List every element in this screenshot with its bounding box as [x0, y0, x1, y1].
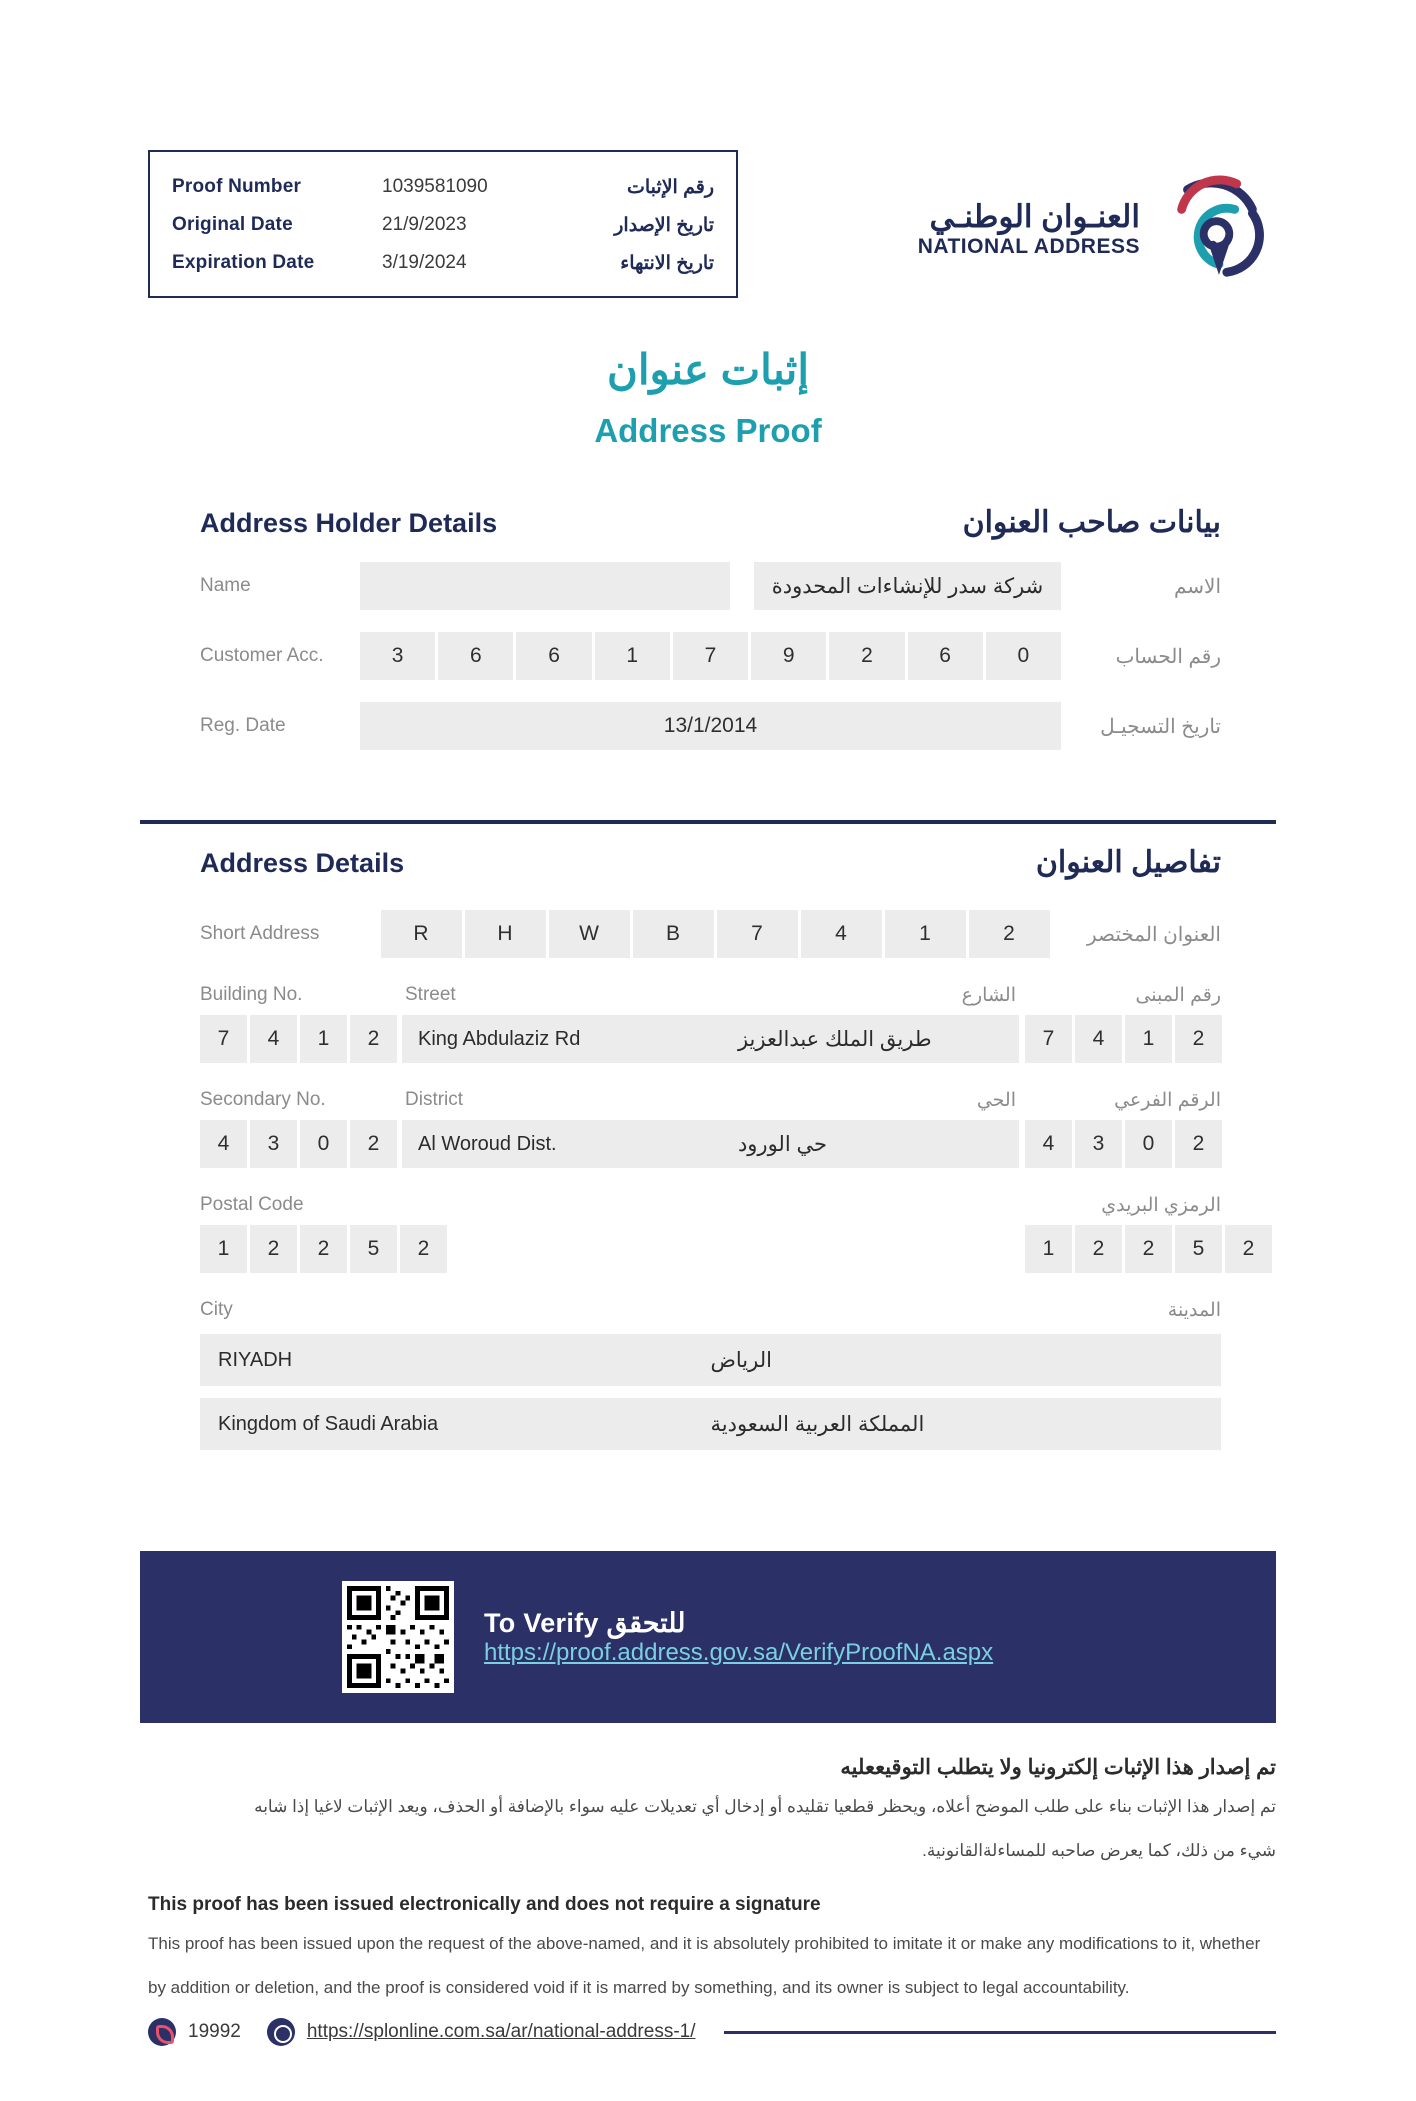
address-heading-ar: تفاصيل العنوان [1035, 846, 1221, 879]
digit-cell: 2 [1175, 1015, 1222, 1063]
digit-cell: 2 [829, 632, 904, 680]
digit-cell: 2 [1175, 1120, 1222, 1168]
phone-icon [148, 2018, 176, 2046]
digit-cell: 3 [250, 1120, 297, 1168]
reg-date-label-ar: تاريخ التسجيـل [1100, 715, 1221, 738]
building-no-digits-en [200, 1015, 396, 1063]
secondary-district-group [200, 1089, 1221, 1168]
address-details-section [200, 845, 1255, 1450]
short-address-row [200, 910, 1221, 958]
char-cell: B [633, 910, 714, 958]
postal-code-label-ar: الرمزي البريدي [1101, 1195, 1221, 1216]
legal-notes [148, 1755, 1276, 2005]
original-date-label: Original Date [172, 214, 293, 235]
city-label-ar: المدينة [1167, 1300, 1221, 1321]
name-label-ar: الاسم [1173, 575, 1221, 598]
section-divider [140, 820, 1276, 824]
postal-code-group [200, 1194, 1255, 1273]
street-value-en: King Abdulaziz Rd [402, 1015, 738, 1063]
short-address-cells [381, 910, 1041, 958]
street-label-en: Street [405, 984, 456, 1005]
city-value-en: RIYADH [200, 1334, 711, 1386]
digit-cell: 2 [400, 1225, 447, 1273]
page-title-en: Address Proof [594, 412, 822, 449]
char-cell: W [549, 910, 630, 958]
globe-icon [267, 2018, 295, 2046]
digit-cell: 6 [438, 632, 513, 680]
expiration-date-label: Expiration Date [172, 252, 315, 273]
country-value-ar: المملكة العربية السعودية [711, 1398, 1222, 1450]
holder-heading-ar: بيانات صاحب العنوان [962, 506, 1221, 539]
customer-acc-label-en: Customer Acc. [200, 645, 324, 666]
digit-cell: 3 [360, 632, 435, 680]
name-value-en [360, 562, 730, 610]
digit-cell: 2 [1225, 1225, 1272, 1273]
secondary-no-digits-en [200, 1120, 396, 1168]
digit-cell: 1 [200, 1225, 247, 1273]
note-body-en-line1: This proof has been issued upon the request of the above-named, and it is absolutely prohibited to imitate it or make any modifications to it, whether [148, 1934, 1261, 1953]
country-value-en: Kingdom of Saudi Arabia [200, 1398, 711, 1450]
verify-url-link[interactable]: https://proof.address.gov.sa/VerifyProofNA.aspx [484, 1638, 994, 1666]
verify-text-block [484, 1608, 993, 1667]
proof-number-label-ar: رقم الإثبات [627, 176, 714, 198]
note-title-en: This proof has been issued electronically and does not require a signature [148, 1894, 821, 1915]
digit-cell: 1 [1025, 1225, 1072, 1273]
short-address-label-ar: العنوان المختصر [1086, 923, 1221, 946]
address-section-heading [200, 845, 1221, 880]
digit-cell: 1 [595, 632, 670, 680]
digit-cell: 5 [1175, 1225, 1222, 1273]
district-label-en: District [405, 1089, 464, 1110]
digit-cell: 2 [1125, 1225, 1172, 1273]
proof-info-row [172, 168, 714, 206]
note-body-en-line2: by addition or deletion, and the proof is considered void if it is marred by something, and its owner is subject to legal accountability. [148, 1978, 1130, 1998]
digit-cell: 0 [300, 1120, 347, 1168]
footer-phone-number: 19992 [188, 2021, 241, 2042]
reg-date-value: 13/1/2014 [360, 702, 1061, 750]
document-title [0, 345, 1416, 450]
street-label-ar: الشارع [961, 985, 1016, 1006]
char-cell: 1 [885, 910, 966, 958]
secondary-no-label-en: Secondary No. [200, 1089, 326, 1110]
building-no-digits-ar [1025, 1015, 1221, 1063]
proof-info-row [172, 206, 714, 244]
customer-account-row [200, 632, 1221, 680]
city-label-en: City [200, 1299, 233, 1320]
registration-date-row [200, 702, 1221, 750]
district-value-ar: حي الورود [738, 1120, 1019, 1168]
proof-number-value: 1039581090 [382, 176, 488, 197]
digit-cell: 4 [1025, 1120, 1072, 1168]
digit-cell: 6 [516, 632, 591, 680]
digit-cell: 7 [1025, 1015, 1072, 1063]
digit-cell: 4 [250, 1015, 297, 1063]
digit-cell: 2 [300, 1225, 347, 1273]
digit-cell: 9 [751, 632, 826, 680]
digit-cell: 4 [1075, 1015, 1122, 1063]
postal-code-digits-ar [1025, 1225, 1255, 1273]
proof-info-box [148, 150, 738, 298]
digit-cell: 1 [1125, 1015, 1172, 1063]
verify-title: To Verify للتحقق [484, 1607, 686, 1638]
brand-text [918, 199, 1140, 259]
document-header [148, 150, 1276, 320]
building-no-label-ar: رقم المبنى [1135, 985, 1221, 1006]
brand-name-en: NATIONAL ADDRESS [917, 234, 1140, 258]
reg-date-label-en: Reg. Date [200, 715, 286, 736]
brand-name-ar: العنـوان الوطنـي [929, 199, 1140, 235]
name-value-ar: شركة سدر للإنشاءات المحدودة [754, 562, 1061, 610]
digit-cell: 5 [350, 1225, 397, 1273]
document-footer [148, 2018, 1276, 2046]
building-no-label-en: Building No. [200, 984, 303, 1005]
holder-section-heading [200, 505, 1221, 540]
page-title-ar: إثبات عنوان [607, 346, 809, 393]
address-heading-en: Address Details [200, 848, 405, 878]
address-holder-section [200, 505, 1221, 750]
char-cell: H [465, 910, 546, 958]
digit-cell: 2 [1075, 1225, 1122, 1273]
proof-info-row [172, 244, 714, 282]
secondary-no-label-ar: الرقم الفرعي [1114, 1090, 1221, 1111]
note-body-ar-line2: شيء من ذلك، كما يعرض صاحبه للمساءلةالقانونية. [922, 1841, 1276, 1860]
city-value-ar: الرياض [711, 1334, 1222, 1386]
digit-cell: 2 [350, 1120, 397, 1168]
name-field-row [200, 562, 1221, 610]
char-cell: R [381, 910, 462, 958]
customer-acc-label-ar: رقم الحساب [1115, 645, 1221, 668]
digit-cell: 0 [986, 632, 1061, 680]
postal-code-label-en: Postal Code [200, 1194, 304, 1215]
digit-cell: 3 [1075, 1120, 1122, 1168]
district-value-en: Al Woroud Dist. [402, 1120, 738, 1168]
national-address-pin-logo-icon [1158, 170, 1276, 288]
proof-number-label: Proof Number [172, 176, 302, 197]
brand-block [918, 170, 1276, 288]
holder-heading-en: Address Holder Details [200, 508, 498, 538]
short-address-label-en: Short Address [200, 923, 320, 944]
qr-code-icon [342, 1581, 454, 1693]
expiration-date-label-ar: تاريخ الانتهاء [620, 252, 714, 274]
char-cell: 7 [717, 910, 798, 958]
digit-cell: 1 [300, 1015, 347, 1063]
footer-url-link[interactable]: https://splonline.com.sa/ar/national-address-1/ [306, 2021, 696, 2042]
digit-cell: 0 [1125, 1120, 1172, 1168]
secondary-no-digits-ar [1025, 1120, 1221, 1168]
digit-cell: 7 [200, 1015, 247, 1063]
city-group [200, 1299, 1221, 1450]
digit-cell: 7 [673, 632, 748, 680]
building-street-group [200, 984, 1221, 1063]
footer-rule [724, 2031, 1277, 2034]
digit-cell: 2 [350, 1015, 397, 1063]
district-label-ar: الحي [976, 1090, 1016, 1111]
street-value-ar: طريق الملك عبدالعزيز [738, 1015, 1019, 1063]
expiration-date-value: 3/19/2024 [382, 252, 467, 273]
note-body-ar-line1: تم إصدار هذا الإثبات بناء على طلب الموضح أعلاه، ويحظر قطعيا تقليده أو إدخال أي تعديلات عليه سواء بالإضافة أو الحذف، ويعد الإثبات لاغيا إذا شابه [254, 1797, 1276, 1816]
digit-cell: 2 [250, 1225, 297, 1273]
original-date-label-ar: تاريخ الإصدار [614, 214, 714, 236]
original-date-value: 21/9/2023 [382, 214, 467, 235]
digit-cell: 4 [200, 1120, 247, 1168]
char-cell: 2 [969, 910, 1050, 958]
verify-banner [140, 1551, 1276, 1723]
name-label-en: Name [200, 575, 251, 596]
postal-code-digits-en [200, 1225, 430, 1273]
customer-acc-digits [360, 632, 1061, 680]
char-cell: 4 [801, 910, 882, 958]
digit-cell: 6 [908, 632, 983, 680]
note-title-ar: تم إصدار هذا الإثبات إلكترونيا ولا يتطلب التوقيععليه [840, 1756, 1276, 1779]
